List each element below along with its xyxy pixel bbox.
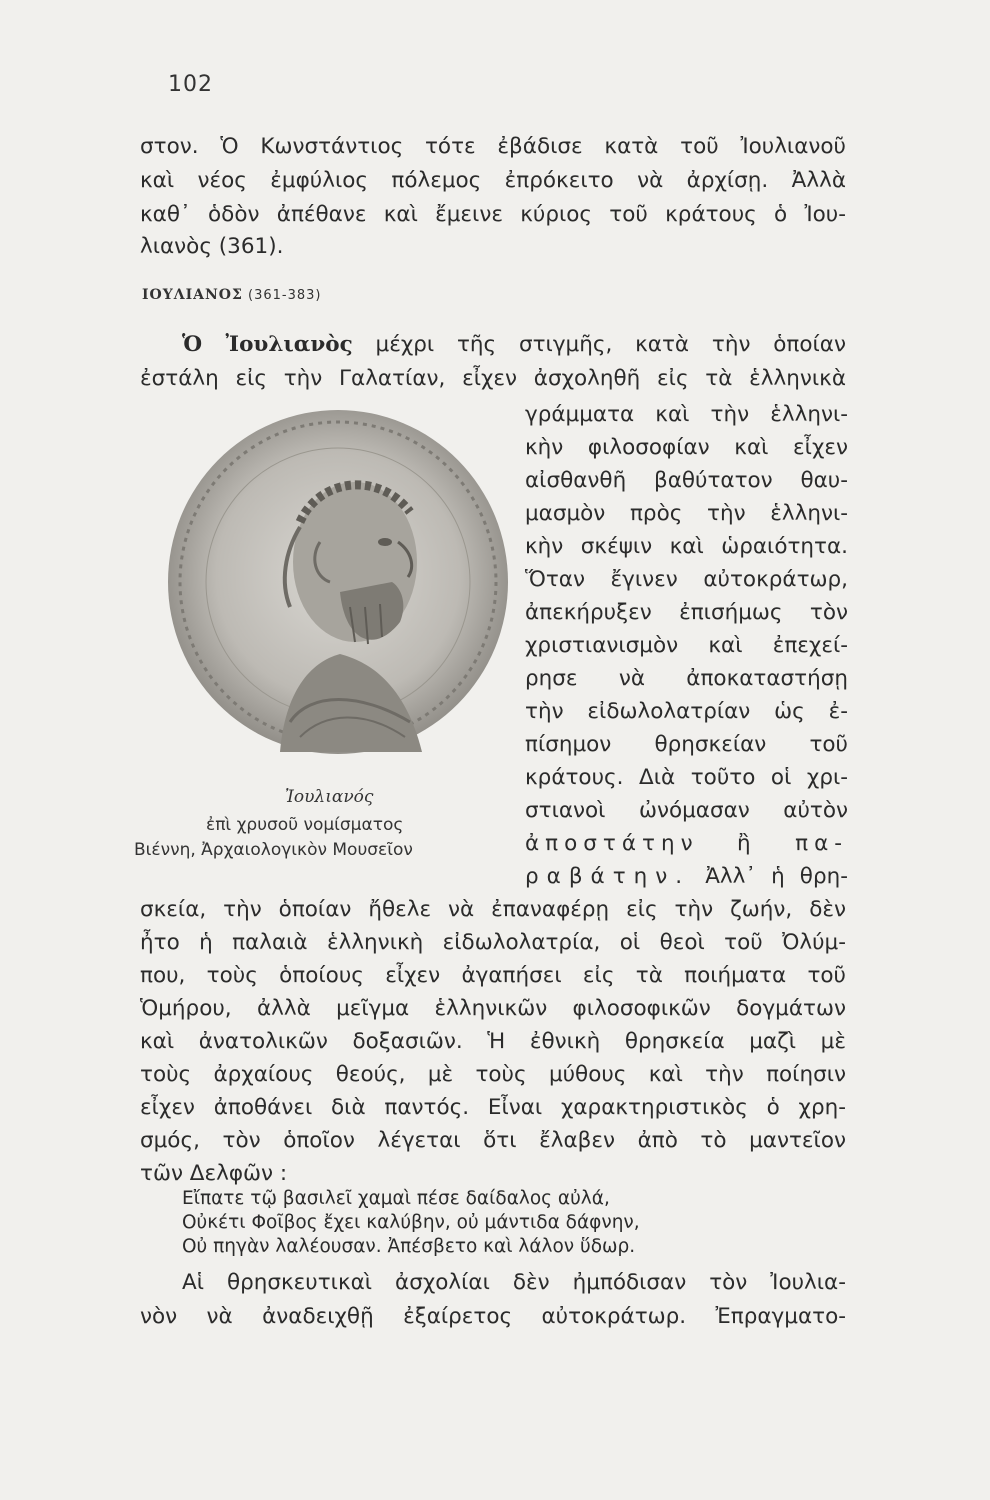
text-line: ἀπεκήρυξεν ἐπισήμως τὸν xyxy=(525,600,848,625)
spaced-word: ραβάτην. xyxy=(525,864,691,889)
text-line: καὶ ἀνατολικῶν δοξασιῶν. Ἡ ἐθνικὴ θρησκεία μαζὶ μὲ xyxy=(140,1029,846,1054)
text-line: πίσημον θρησκείαν τοῦ xyxy=(525,732,848,757)
text-line: στον. Ὁ Κωνστάντιος τότε ἐβάδισε κατὰ τοῦ Ἰουλιανοῦ xyxy=(140,134,846,159)
text-line: ἦτο ἡ παλαιὰ ἑλληνικὴ εἰδωλολατρία, οἱ θεοὶ τοῦ Ὀλύμ- xyxy=(140,930,846,955)
text-line: χριστιανισμὸν καὶ ἐπεχεί- xyxy=(525,633,848,658)
verse-line: Εἴπατε τῷ βασιλεῖ χαμαὶ πέσε δαίδαλος αὐλά, xyxy=(182,1188,610,1209)
verse-line: Οὐκέτι Φοῖβος ἔχει καλύβην, οὐ μάντιδα δάφνην, xyxy=(182,1212,640,1233)
section-heading xyxy=(142,287,322,303)
page-number: 102 xyxy=(168,72,213,97)
text-line: Αἱ θρησκευτικαὶ ἀσχολίαι δὲν ἠμπόδισαν τὸν Ἰουλια- xyxy=(182,1270,846,1295)
text-line: κράτους. Διὰ τοῦτο οἱ χρι- xyxy=(525,765,848,790)
text-line: Ὁμήρου, ἀλλὰ μεῖγμα ἑλληνικῶν φιλοσοφικῶν δογμάτων xyxy=(140,996,846,1021)
text-line: τὴν εἰδωλολατρίαν ὡς ἐ- xyxy=(525,699,848,724)
text-line: ρησε νὰ ἀποκαταστήσῃ xyxy=(525,666,848,691)
paragraph-first-line xyxy=(182,330,846,360)
text-line: κὴν φιλοσοφίαν καὶ εἶχεν xyxy=(525,435,848,460)
text-line: σκεία, τὴν ὁποίαν ἤθελε νὰ ἐπαναφέρῃ εἰς τὴν ζωήν, δὲν xyxy=(140,897,846,922)
text-line: ἐστάλη εἰς τὴν Γαλατίαν, εἶχεν ἀσχοληθῆ εἰς τὰ ἑλληνικὰ xyxy=(140,366,846,391)
text-line: στιανοὶ ὠνόμασαν αὐτὸν xyxy=(525,798,848,823)
text-line: που, τοὺς ὁποίους εἶχεν ἀγαπήσει εἰς τὰ ποιήματα τοῦ xyxy=(140,963,846,988)
section-heading-name: ΙΟΥΛΙΑΝΟΣ xyxy=(142,287,243,303)
text-line: γράμματα καὶ τὴν ἑλληνι- xyxy=(525,402,848,427)
caption-line: ἐπὶ χρυσοῦ νομίσματος xyxy=(206,815,404,835)
text-line: κὴν σκέψιν καὶ ὡραιότητα. xyxy=(525,534,848,559)
text-fragment: Ἀλλ᾽ ἡ θρη- xyxy=(705,864,848,889)
lead-name: Ὁ Ἰουλιανὸς xyxy=(182,332,353,357)
section-heading-years: (361-383) xyxy=(248,288,322,303)
text-line: Ὅταν ἔγινεν αὐτοκράτωρ, xyxy=(525,567,848,592)
text-line: ἀποστάτην ἢ πα- xyxy=(525,831,848,856)
text-line: τῶν Δελφῶν : xyxy=(140,1161,288,1186)
text-line: εἶχεν ἀποθάνει διὰ παντός. Εἶναι χαρακτηριστικὸς ὁ χρη- xyxy=(140,1095,846,1120)
caption-line: Βιέννη, Ἀρχαιολογικὸν Μουσεῖον xyxy=(134,840,413,860)
text-line: τοὺς ἀρχαίους θεούς, μὲ τοὺς μύθους καὶ τὴν ποίησιν xyxy=(140,1062,846,1087)
text-line: αἰσθανθῆ βαθύτατον θαυ- xyxy=(525,468,848,493)
text-line xyxy=(525,862,848,892)
text-line: μασμὸν πρὸς τὴν ἑλληνι- xyxy=(525,501,848,526)
coin-illustration xyxy=(160,392,520,762)
caption-title: Ἰουλιανός xyxy=(285,787,374,807)
text-line: λιανὸς (361). xyxy=(140,234,284,259)
text-line: μέχρι τῆς στιγμῆς, κατὰ τὴν ὁποίαν xyxy=(375,332,846,357)
text-line: νὸν νὰ ἀναδειχθῇ ἐξαίρετος αὐτοκράτωρ. Ἐπραγματο- xyxy=(140,1304,846,1329)
text-line: καθ᾽ ὁδὸν ἀπέθανε καὶ ἔμεινε κύριος τοῦ κράτους ὁ Ἰου- xyxy=(140,202,846,227)
text-line: καὶ νέος ἐμφύλιος πόλεμος ἐπρόκειτο νὰ ἀρχίσῃ. Ἀλλὰ xyxy=(140,168,846,193)
verse-line: Οὐ πηγὰν λαλέουσαν. Ἀπέσβετο καὶ λάλον ὕδωρ. xyxy=(182,1236,636,1257)
text-line: σμός, τὸν ὁποῖον λέγεται ὅτι ἔλαβεν ἀπὸ τὸ μαντεῖον xyxy=(140,1128,846,1153)
